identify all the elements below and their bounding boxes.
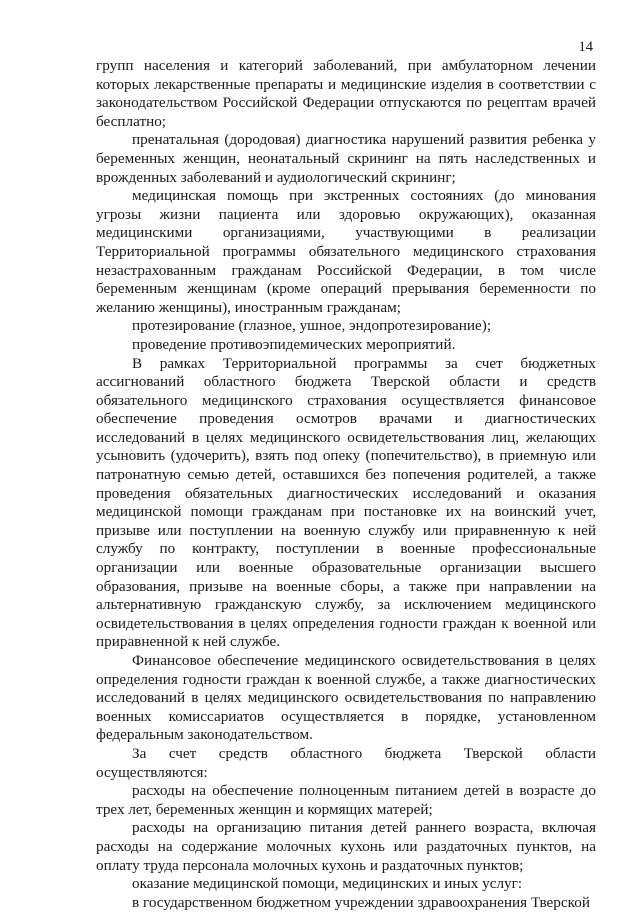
paragraph: проведение противоэпидемических мероприятий. xyxy=(132,335,456,353)
paragraph: пренатальная (дородовая) диагностика нарушений развития ребенка у беременных женщин, неонатальный скрининг на пять наследственных и врожденных заболеваний и аудиологический скрининг; xyxy=(96,131,596,186)
paragraph: оказание медицинской помощи, медицинских и иных услуг: xyxy=(132,875,523,893)
paragraph: За счет средств областного бюджета Тверской области осуществляются: xyxy=(96,744,596,781)
paragraph: В рамках Территориальной программы за счет бюджетных ассигнований областного бюджета Тверской области и средств обязательного медицинского страхования осуществляется финансовое обеспечение проведения осмотров врачами и диагностических исследований в целях медицинского освидетельствования лиц, желающих усыновить (удочерить), взять под опеку (попечительство), в приемную или патронатную семью детей, оставшихся без попечения родителей, а также проведения обязательных диагностических исследований и оказания медицинской помощи гражданам при постановке их на воинский учет, призыве или поступлении на военную службу или приравненную к ней службу по контракту, поступлении в военные профессиональные организации или военные образовательные организации высшего образования, призыве на военные сборы, а также при направлении на альтернативную гражданскую службу, за исключением медицинского освидетельствования в целях определения годности граждан к военной или приравненной к ней службе. xyxy=(96,354,596,651)
paragraph: Финансовое обеспечение медицинского освидетельствования в целях определения годности граждан к военной службе, а также диагностических исследований в целях медицинского освидетельствования по направлению военных комиссариатов осуществляется в порядке, установленном федеральным законодательством. xyxy=(96,652,596,744)
paragraph: протезирование (глазное, ушное, эндопротезирование); xyxy=(132,317,492,335)
document-body xyxy=(96,57,596,912)
paragraph: групп населения и категорий заболеваний, при амбулаторном лечении которых лекарственные препараты и медицинские изделия в соответствии с законодательством Российской Федерации отпускаются по рецептам врачей бесплатно; xyxy=(96,57,596,130)
page-number: 14 xyxy=(578,39,593,55)
paragraph: расходы на обеспечение полноценным питанием детей в возрасте до трех лет, беременных женщин и кормящих матерей; xyxy=(96,782,596,818)
paragraph: в государственном бюджетном учреждении здравоохранения Тверской xyxy=(132,893,590,911)
paragraph: медицинская помощь при экстренных состояниях (до минования угрозы жизни пациента или здоровью окружающих), оказанная медицинскими организациями, участвующими в реализации Территориальной программы обязательного медицинского страхования незастрахованным гражданам Российской Федерации, в том числе беременным женщинам (кроме операций прерывания беременности по желанию женщины), иностранным гражданам; xyxy=(96,187,596,316)
paragraph: расходы на организацию питания детей раннего возраста, включая расходы на содержание молочных кухонь или раздаточных пунктов, на оплату труда персонала молочных кухонь и раздаточных пунктов; xyxy=(96,819,596,874)
